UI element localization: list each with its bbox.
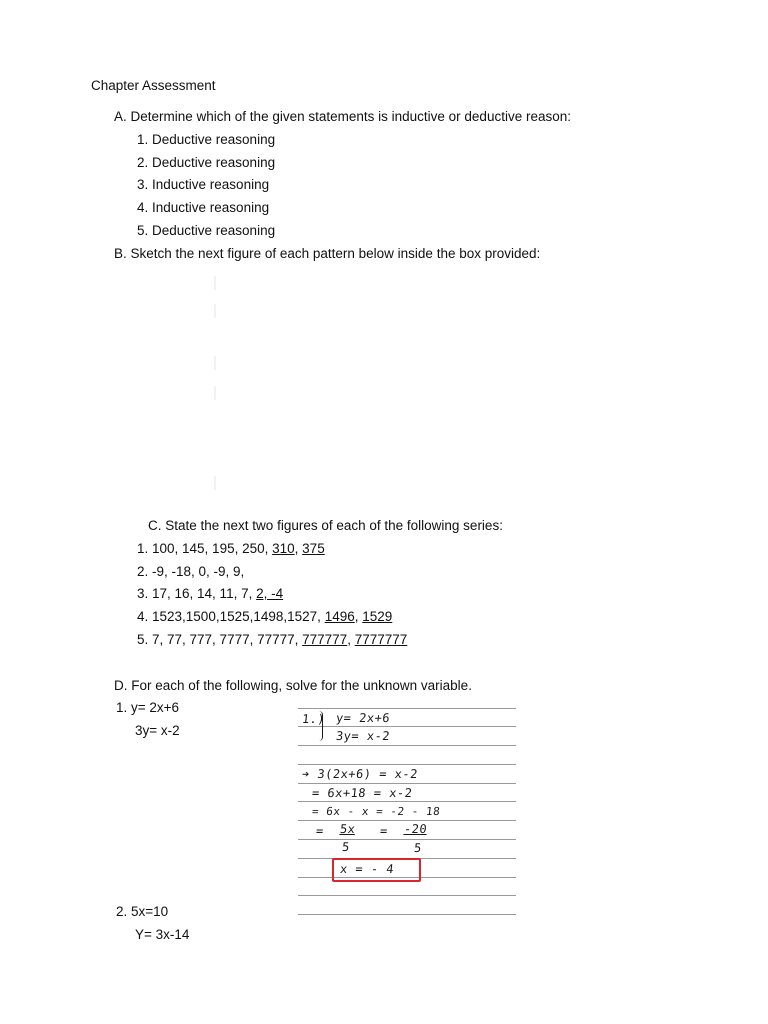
ruled-line [298,783,516,784]
series-answer: 375 [302,541,325,556]
section-d-heading: D. For each of the following, solve for the unknown variable. [114,678,472,693]
series-prefix: 5. 7, 77, 777, 7777, 77777, [137,632,303,647]
ruled-line [298,764,516,765]
series-prefix: 2. -9, -18, 0, -9, 9, [137,564,245,579]
hw-step-4-numerator: 5x [339,822,357,836]
series-prefix: 4. 1523,1500,1525,1498,1527, [137,609,325,624]
problem-1-line1: 1. y= 2x+6 [116,700,180,715]
hw-step-1: ➔ 3(2x+6) = x-2 [301,767,419,781]
series-item [137,609,392,625]
answer-box [332,858,421,882]
handwritten-solution [298,698,516,920]
ruled-line [298,839,516,840]
series-sep: , [294,541,303,556]
problem-2-line2: Y= 3x-14 [135,927,190,942]
hw-answer: x = - 4 [339,862,395,876]
faint-mark [214,276,216,290]
sketch-area [100,268,660,498]
ruled-line [298,708,516,709]
hw-equation-2: 3y= x-2 [335,729,391,743]
hw-step-4-rhs: -20 [403,822,428,836]
hw-step-4-prefix: = [315,824,325,838]
hw-label: 1.) [301,712,326,726]
hw-step-4-rhs-denominator: 5 [413,841,423,855]
series-answer: 1496 [324,609,355,624]
section-a-item: 4. Inductive reasoning [137,200,270,215]
problem-1-line2: 3y= x-2 [135,723,180,738]
ruled-line [298,726,516,727]
faint-mark [214,356,216,370]
ruled-line [298,745,516,746]
series-answer: 1529 [362,609,393,624]
section-c-heading: C. State the next two figures of each of the following series: [148,518,503,533]
series-answer: 7777777 [354,632,408,647]
section-a-item: 2. Deductive reasoning [137,155,276,170]
section-a-item: 5. Deductive reasoning [137,223,276,238]
ruled-line [298,820,516,821]
faint-mark [214,476,216,490]
page-title: Chapter Assessment [91,78,216,93]
hw-step-4-equals: = [379,824,389,838]
series-item [137,564,244,580]
series-sep: , [354,609,363,624]
hw-bracket [319,711,323,741]
series-item [137,541,325,557]
section-a-item: 1. Deductive reasoning [137,132,276,147]
series-item [137,632,407,648]
ruled-line [298,914,516,915]
series-answer: 310 [272,541,295,556]
section-a-item: 3. Inductive reasoning [137,177,270,192]
section-b-heading: B. Sketch the next figure of each pattern below inside the box provided: [114,246,541,261]
hw-step-4-denominator: 5 [341,840,351,854]
hw-step-2: = 6x+18 = x-2 [311,786,414,800]
hw-step-3: = 6x - x = -2 - 18 [311,805,441,818]
problem-2-line1: 2. 5x=10 [116,904,169,919]
section-a-heading: A. Determine which of the given statements is inductive or deductive reason: [114,109,571,124]
faint-mark [214,386,216,400]
series-prefix: 1. 100, 145, 195, 250, [137,541,273,556]
series-answer: 2, -4 [256,586,284,601]
series-sep: , [347,632,355,647]
series-prefix: 3. 17, 16, 14, 11, 7, [137,586,257,601]
series-answer: 777777 [302,632,348,647]
hw-equation-1: y= 2x+6 [335,711,391,725]
series-item [137,586,283,602]
ruled-line [298,895,516,896]
ruled-line [298,801,516,802]
faint-mark [214,304,216,318]
